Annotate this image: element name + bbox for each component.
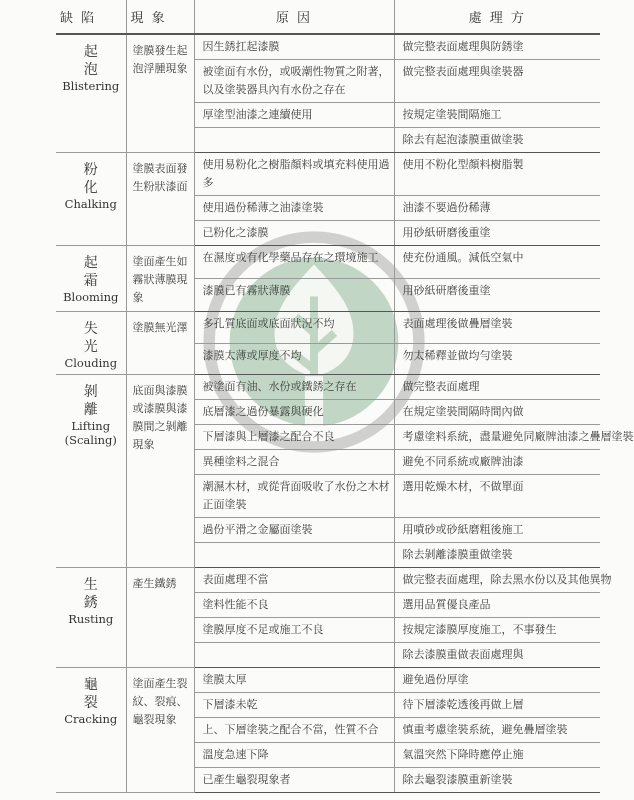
defect-name-en: Lifting (Scaling): [64, 419, 117, 447]
table-row: [56, 312, 600, 344]
phenomenon-cell: 塗面產生如霧狀薄膜現象: [126, 246, 194, 312]
defect-name-en: Chalking: [64, 197, 117, 211]
defect-cell: [56, 153, 126, 246]
cause-cell: 使用過份稀薄之油漆塗裝: [194, 196, 394, 221]
paint-defects-table: [56, 0, 634, 793]
defect-cell: [56, 246, 126, 312]
defect-name-zh: 剝 離: [83, 384, 112, 418]
remedy-cell: 用砂紙研磨後重塗: [394, 279, 600, 312]
cause-cell: 塗膜厚度不足或施工不良: [194, 618, 394, 643]
table-row: [56, 34, 600, 60]
header-cause: 原 因: [194, 0, 394, 34]
cause-cell: 下層漆未乾: [194, 693, 394, 718]
cause-cell: 因生銹扛起漆膜: [194, 34, 394, 60]
remedy-cell: 除去有起泡漆膜重做塗裝: [394, 128, 600, 153]
cause-cell: 漆膜太薄或厚度不均: [194, 343, 394, 375]
remedy-cell: 使用不粉化型顏料樹脂製: [394, 153, 600, 196]
table-row: [56, 568, 600, 593]
remedy-cell: 做完整表面處理: [394, 375, 600, 400]
cause-cell: 在濕度或有化學藥品存在之環境施工: [194, 246, 394, 279]
cause-cell: 被塗面有水份，或吸潮性物質之附著，以及塗裝器具內有水份之存在: [194, 60, 394, 103]
header-remedy: 處 理 方: [394, 0, 600, 34]
defect-name-zh: 失 光: [83, 321, 112, 355]
remedy-cell: 除去剝離漆膜重做塗裝: [394, 543, 600, 568]
remedy-cell: 除去漆膜重做表面處理與: [394, 643, 600, 668]
remedy-cell: 在規定塗裝間隔時間內做: [394, 400, 600, 425]
cause-cell: 塗料性能不良: [194, 593, 394, 618]
defect-cell: [56, 312, 126, 375]
cause-cell: 潮濕木材，或從背面吸收了水份之木材正面塗裝: [194, 475, 394, 518]
cause-cell: 已產生龜裂現象者: [194, 768, 394, 793]
defect-cell: [56, 668, 126, 793]
defect-name-zh: 龜 裂: [83, 677, 112, 711]
header-defect: 缺 陷: [56, 0, 126, 34]
cause-cell: 被塗面有油、水份或鐵銹之存在: [194, 375, 394, 400]
remedy-cell: 做完整表面處理與塗裝器: [394, 60, 600, 103]
cause-cell: 過份平滑之金屬面塗裝: [194, 518, 394, 543]
remedy-cell: 考慮塗料系統，盡量避免同廠牌油漆之疊層塗裝: [394, 425, 600, 450]
cause-cell: 厚塗型油漆之連續使用: [194, 103, 394, 128]
defect-name-en: Rusting: [68, 612, 114, 626]
defect-name-zh: 粉 化: [83, 162, 112, 196]
defect-cell: [56, 568, 126, 668]
remedy-cell: 避免不同系統或廠牌油漆: [394, 450, 600, 475]
remedy-cell: 待下層漆乾透後再做上層: [394, 693, 600, 718]
remedy-cell: 慎重考慮塗裝系統，避免疊層塗裝: [394, 718, 600, 743]
cause-cell: 底層漆之過份暴露與硬化: [194, 400, 394, 425]
cause-cell: 溫度急速下降: [194, 743, 394, 768]
remedy-cell: 氣溫突然下降時應停止施: [394, 743, 600, 768]
remedy-cell: 用噴砂或砂紙磨粗後施工: [394, 518, 600, 543]
cause-cell: 多孔質底面或底面狀況不均: [194, 312, 394, 344]
phenomenon-cell: 塗膜發生起泡浮腫現象: [126, 34, 194, 153]
cause-cell: 漆膜已有霧狀薄膜: [194, 279, 394, 312]
defect-name-zh: 生 銹: [83, 577, 112, 611]
defect-name-en: Cracking: [64, 712, 118, 726]
cause-cell: [194, 643, 394, 668]
cause-cell: 使用易粉化之樹脂顏料或填充料使用過多: [194, 153, 394, 196]
cause-cell: 已粉化之漆膜: [194, 221, 394, 246]
cause-cell: 上、下層塗裝之配合不當，性質不合: [194, 718, 394, 743]
remedy-cell: 用砂紙研磨後重塗: [394, 221, 600, 246]
remedy-cell: 按規定漆膜厚度施工，不事發生: [394, 618, 600, 643]
phenomenon-cell: 塗面產生裂紋、裂痕、龜裂現象: [126, 668, 194, 793]
paint-defects-table-page: [56, 0, 634, 800]
defect-cell: [56, 375, 126, 568]
defect-name-zh: 起 霜: [83, 255, 112, 289]
defect-name-en: Blooming: [63, 290, 119, 304]
header-phenomenon: 現 象: [126, 0, 194, 34]
remedy-cell: 避免過份厚塗: [394, 668, 600, 693]
table-header-row: [56, 0, 600, 34]
phenomenon-cell: 底面與漆膜或漆膜與漆膜間之剝離現象: [126, 375, 194, 568]
cause-cell: [194, 128, 394, 153]
cause-cell: 塗膜太厚: [194, 668, 394, 693]
defect-name-en: Blistering: [62, 79, 120, 93]
remedy-cell: 油漆不要過份稀薄: [394, 196, 600, 221]
table-row: [56, 668, 600, 693]
remedy-cell: 做完整表面處理，除去黑水份以及其他異物: [394, 568, 600, 593]
phenomenon-cell: 塗膜表面發生粉狀漆面: [126, 153, 194, 246]
table-row: [56, 375, 600, 400]
remedy-cell: 表面處理後做疊層塗裝: [394, 312, 600, 344]
remedy-cell: 勿太稀釋並做均勻塗裝: [394, 343, 600, 375]
cause-cell: [194, 543, 394, 568]
table-row: [56, 246, 600, 279]
remedy-cell: 做完整表面處理與防銹塗: [394, 34, 600, 60]
defect-name-en: Clouding: [64, 356, 118, 370]
remedy-cell: 按規定塗裝間隔施工: [394, 103, 600, 128]
table-row: [56, 153, 600, 196]
remedy-cell: 選用乾燥木材，不做單面: [394, 475, 600, 518]
cause-cell: 異種塗料之混合: [194, 450, 394, 475]
remedy-cell: 選用品質優良產品: [394, 593, 600, 618]
cause-cell: 表面處理不當: [194, 568, 394, 593]
cause-cell: 下層漆與上層漆之配合不良: [194, 425, 394, 450]
phenomenon-cell: 產生鐵銹: [126, 568, 194, 668]
remedy-cell: 除去龜裂漆膜重新塗裝: [394, 768, 600, 793]
table-body: [56, 34, 634, 793]
defect-name-zh: 起 泡: [83, 44, 112, 78]
remedy-cell: 使充份通風。減低空氣中: [394, 246, 600, 279]
defect-cell: [56, 34, 126, 153]
phenomenon-cell: 塗膜無光澤: [126, 312, 194, 375]
